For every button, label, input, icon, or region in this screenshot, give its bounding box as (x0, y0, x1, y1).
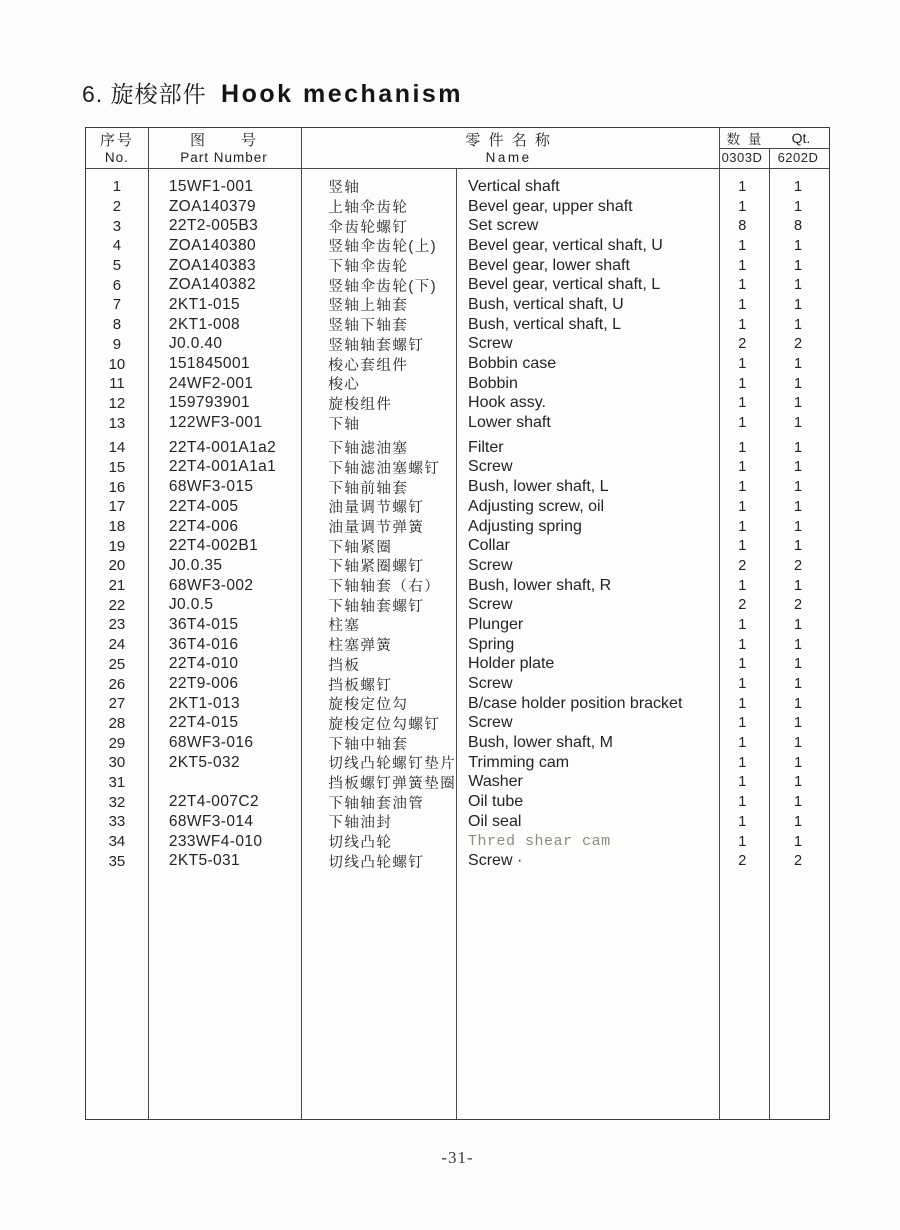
cell-name-english: Spring (468, 635, 515, 653)
cell-name-english: Bevel gear, lower shaft (468, 256, 630, 274)
cell-part-number: ZOA140380 (168, 236, 256, 254)
cell-name-chinese: 下轴轴套油管 (328, 795, 425, 812)
cell-part-number: 22T4-001A1a1 (168, 458, 277, 476)
cell-part-number: 68WF3-015 (168, 478, 254, 496)
header-name-cn: 零 件 名 称 (465, 131, 552, 149)
cell-qty-0303d: 1 (738, 813, 747, 830)
cell-row-number: 28 (108, 714, 126, 732)
cell-row-number: 31 (108, 773, 126, 791)
cell-name-chinese: 梭心套组件 (328, 357, 409, 374)
cell-qty-0303d: 1 (738, 754, 747, 771)
cell-qty-6202d: 1 (794, 715, 803, 732)
cell-qty-6202d: 8 (794, 218, 803, 235)
cell-name-english: Bevel gear, vertical shaft, L (468, 276, 661, 294)
cell-row-number: 22 (108, 596, 126, 614)
cell-qty-0303d: 1 (738, 735, 747, 752)
cell-name-chinese: 下轴滤油塞螺钉 (328, 460, 441, 477)
cell-name-english: Screw · (468, 852, 523, 870)
cell-part-number: 22T9-006 (168, 675, 239, 693)
cell-name-chinese: 下轴紧圈 (328, 539, 393, 556)
cell-row-number: 32 (108, 793, 126, 811)
cell-qty-6202d: 1 (794, 439, 803, 456)
cell-qty-6202d: 2 (794, 853, 803, 870)
cell-qty-0303d: 1 (738, 577, 747, 594)
cell-name-chinese: 旋梭组件 (328, 396, 393, 413)
cell-qty-6202d: 1 (794, 636, 803, 653)
cell-part-number: 15WF1-001 (168, 177, 254, 195)
cell-qty-0303d: 1 (738, 415, 747, 432)
cell-name-english: Screw (468, 556, 513, 574)
cell-name-chinese: 挡板螺钉 (328, 677, 393, 694)
cell-name-chinese: 下轴轴套（右） (328, 579, 441, 596)
table-row (86, 733, 829, 753)
table-row (86, 438, 829, 458)
cell-part-number: 2KT5-031 (168, 852, 241, 870)
table-row (86, 197, 829, 217)
cell-qty-6202d: 1 (794, 415, 803, 432)
cell-name-chinese: 切线凸轮螺钉 (328, 854, 425, 871)
cell-name-english: Thred shear cam (468, 833, 611, 851)
cell-name-english: Screw (468, 675, 513, 693)
cell-qty-0303d: 1 (738, 439, 747, 456)
header-no-en: No. (104, 149, 129, 165)
column-divider (719, 128, 720, 1119)
cell-qty-6202d: 1 (794, 813, 803, 830)
cell-qty-6202d: 1 (794, 316, 803, 333)
cell-name-english: Collar (468, 537, 510, 555)
header-qty-cn: 数 量 (726, 132, 764, 147)
cell-qty-0303d: 1 (738, 237, 747, 254)
table-row (86, 177, 829, 197)
cell-row-number: 10 (108, 355, 126, 373)
cell-qty-6202d: 1 (794, 774, 803, 791)
table-row (86, 753, 829, 773)
cell-part-number: 2KT1-008 (168, 315, 241, 333)
cell-name-english: Bobbin case (468, 355, 557, 373)
cell-row-number: 23 (108, 616, 126, 634)
cell-qty-6202d: 1 (794, 198, 803, 215)
cell-qty-6202d: 1 (794, 676, 803, 693)
cell-name-chinese: 切线凸轮 (328, 835, 393, 852)
cell-row-number: 9 (112, 335, 122, 353)
cell-row-number: 35 (108, 852, 126, 870)
cell-name-english: Bush, vertical shaft, U (468, 295, 624, 313)
cell-name-chinese: 上轴伞齿轮 (328, 200, 409, 217)
table-row (86, 694, 829, 714)
table-row (86, 832, 829, 852)
cell-qty-0303d: 1 (738, 518, 747, 535)
cell-name-english: Plunger (468, 615, 524, 633)
cell-qty-0303d: 1 (738, 356, 747, 373)
cell-qty-0303d: 1 (738, 375, 747, 392)
table-row (86, 851, 829, 871)
cell-name-chinese: 竖轴伞齿轮(上) (328, 239, 438, 256)
cell-row-number: 16 (108, 478, 126, 496)
cell-qty-0303d: 1 (738, 296, 747, 313)
cell-row-number: 20 (108, 557, 126, 575)
cell-row-number: 25 (108, 655, 126, 673)
cell-part-number: 22T4-005 (168, 497, 239, 515)
header-model-6202d: 6202D (777, 150, 819, 165)
table-body (86, 168, 829, 1119)
cell-part-number: 68WF3-016 (168, 734, 254, 752)
cell-qty-0303d: 1 (738, 538, 747, 555)
cell-name-chinese: 竖轴 (328, 180, 361, 197)
cell-qty-0303d: 1 (738, 395, 747, 412)
header-name (300, 128, 717, 168)
cell-qty-6202d: 1 (794, 616, 803, 633)
cell-qty-0303d: 1 (738, 636, 747, 653)
cell-qty-6202d: 1 (794, 656, 803, 673)
table-row (86, 236, 829, 256)
cell-part-number: 122WF3-001 (168, 414, 263, 432)
table-row (86, 275, 829, 295)
cell-row-number: 11 (109, 375, 125, 393)
cell-qty-6202d: 1 (794, 257, 803, 274)
cell-qty-0303d: 2 (738, 853, 747, 870)
header-name-en: Name (485, 149, 532, 165)
cell-qty-0303d: 8 (738, 218, 747, 235)
cell-name-chinese: 梭心 (328, 377, 361, 394)
cell-qty-6202d: 1 (794, 296, 803, 313)
cell-part-number: 151845001 (168, 355, 250, 373)
cell-part-number: 22T4-010 (168, 655, 239, 673)
cell-qty-6202d: 1 (794, 356, 803, 373)
cell-row-number: 15 (108, 458, 126, 476)
cell-qty-6202d: 1 (794, 518, 803, 535)
cell-name-chinese: 挡板螺钉弹簧垫圈 (328, 775, 457, 792)
column-divider (769, 148, 770, 1119)
cell-part-number: 68WF3-014 (168, 812, 254, 830)
cell-name-english: Screw (468, 458, 513, 476)
cell-name-chinese: 旋梭定位勾螺钉 (328, 716, 441, 733)
cell-qty-6202d: 1 (794, 237, 803, 254)
header-quantity-title (717, 128, 829, 148)
cell-part-number: 22T4-015 (168, 714, 239, 732)
cell-row-number: 13 (108, 414, 126, 432)
cell-row-number: 29 (108, 734, 126, 752)
cell-name-english: B/case holder position bracket (468, 694, 683, 712)
table-row (86, 315, 829, 335)
cell-part-number: 233WF4-010 (168, 832, 263, 850)
table-row (86, 517, 829, 537)
cell-row-number: 8 (112, 316, 122, 334)
quantity-header-divider (719, 148, 829, 149)
cell-qty-0303d: 1 (738, 833, 747, 850)
table-row (86, 497, 829, 517)
section-title-english: Hook mechanism (221, 80, 464, 108)
table-row (86, 335, 829, 355)
table-row (86, 256, 829, 276)
cell-name-chinese: 下轴滤油塞 (328, 441, 409, 458)
cell-name-english: Screw (468, 714, 513, 732)
cell-name-english: Hook assy. (468, 394, 546, 412)
cell-name-chinese: 下轴油封 (328, 815, 393, 832)
cell-name-chinese: 油量调节螺钉 (328, 500, 425, 517)
cell-qty-6202d: 1 (794, 695, 803, 712)
cell-name-english: Bevel gear, upper shaft (468, 197, 633, 215)
cell-qty-6202d: 1 (794, 735, 803, 752)
cell-name-chinese: 伞齿轮螺钉 (328, 219, 409, 236)
cell-row-number: 1 (112, 178, 122, 196)
header-quantity-models (717, 148, 829, 168)
cell-part-number: J0.0.35 (168, 556, 223, 574)
cell-qty-0303d: 1 (738, 178, 747, 195)
cell-qty-0303d: 1 (738, 198, 747, 215)
cell-name-english: Adjusting screw, oil (468, 497, 605, 515)
cell-row-number: 3 (112, 217, 122, 235)
cell-qty-6202d: 1 (794, 538, 803, 555)
table-row (86, 674, 829, 694)
table-row (86, 458, 829, 478)
cell-name-english: Screw (468, 335, 513, 353)
cell-name-english: Trimming cam (468, 753, 570, 771)
cell-part-number: 22T2-005B3 (168, 217, 259, 235)
cell-row-number: 17 (108, 498, 126, 516)
cell-name-chinese: 下轴紧圈螺钉 (328, 559, 425, 576)
cell-name-english: Bush, lower shaft, M (468, 734, 613, 752)
cell-row-number: 33 (108, 813, 126, 831)
cell-qty-6202d: 1 (794, 459, 803, 476)
cell-qty-0303d: 1 (738, 498, 747, 515)
cell-qty-6202d: 1 (794, 794, 803, 811)
cell-qty-0303d: 2 (738, 557, 747, 574)
cell-qty-6202d: 1 (794, 375, 803, 392)
table-row (86, 413, 829, 433)
cell-part-number: ZOA140382 (168, 276, 256, 294)
cell-qty-0303d: 1 (738, 656, 747, 673)
table-row (86, 394, 829, 414)
cell-name-chinese: 下轴伞齿轮 (328, 259, 409, 276)
table-row (86, 536, 829, 556)
header-part-number (148, 128, 301, 168)
cell-row-number: 27 (108, 695, 126, 713)
cell-row-number: 12 (108, 394, 126, 412)
cell-name-chinese: 下轴中轴套 (328, 736, 409, 753)
cell-name-english: Washer (468, 773, 523, 791)
cell-qty-6202d: 1 (794, 498, 803, 515)
cell-name-chinese: 下轴轴套螺钉 (328, 598, 425, 615)
cell-part-number: 22T4-002B1 (168, 537, 259, 555)
cell-row-number: 30 (108, 754, 126, 772)
header-model-0303d: 0303D (721, 150, 763, 165)
cell-qty-6202d: 2 (794, 336, 803, 353)
cell-name-chinese: 挡板 (328, 657, 361, 674)
cell-name-english: Vertical shaft (468, 177, 560, 195)
cell-row-number: 18 (108, 518, 126, 536)
header-no (86, 128, 148, 168)
table-row (86, 773, 829, 793)
cell-part-number: 159793901 (168, 394, 250, 412)
table-row (86, 556, 829, 576)
cell-name-chinese: 下轴前轴套 (328, 480, 409, 497)
cell-part-number: 68WF3-002 (168, 576, 254, 594)
cell-qty-0303d: 1 (738, 676, 747, 693)
cell-name-chinese: 竖轴轴套螺钉 (328, 337, 425, 354)
cell-name-english: Bush, vertical shaft, L (468, 315, 622, 333)
cell-part-number: 22T4-007C2 (168, 793, 259, 811)
cell-qty-0303d: 2 (738, 336, 747, 353)
column-divider (301, 128, 302, 1119)
cell-part-number: J0.0.40 (168, 335, 223, 353)
cell-row-number: 4 (112, 237, 122, 255)
table-row (86, 595, 829, 615)
section-title-chinese: 6. 旋梭部件 (82, 81, 207, 107)
cell-row-number: 26 (108, 675, 126, 693)
cell-qty-6202d: 1 (794, 754, 803, 771)
cell-qty-6202d: 1 (794, 479, 803, 496)
cell-name-english: Oil seal (468, 812, 522, 830)
page-title (82, 76, 463, 109)
header-qty-en: Qt. (791, 130, 811, 146)
header-bottom-border (86, 168, 829, 169)
table-row (86, 354, 829, 374)
cell-name-chinese: 旋梭定位勾 (328, 697, 409, 714)
cell-name-english: Bush, lower shaft, L (468, 478, 609, 496)
cell-qty-6202d: 1 (794, 395, 803, 412)
cell-part-number: 2KT1-015 (168, 295, 241, 313)
cell-part-number: 24WF2-001 (168, 374, 254, 392)
cell-qty-0303d: 1 (738, 774, 747, 791)
cell-qty-6202d: 2 (794, 557, 803, 574)
cell-name-chinese: 柱塞 (328, 618, 361, 635)
cell-row-number: 7 (112, 296, 122, 314)
cell-part-number: 36T4-016 (168, 635, 239, 653)
cell-qty-0303d: 2 (738, 597, 747, 614)
cell-part-number: 36T4-015 (168, 615, 239, 633)
cell-name-chinese: 竖轴伞齿轮(下) (328, 278, 438, 295)
page-number: -31- (441, 1148, 474, 1167)
table-row (86, 615, 829, 635)
cell-name-english: Set screw (468, 217, 539, 235)
cell-name-english: Oil tube (468, 793, 524, 811)
cell-name-chinese: 下轴 (328, 416, 361, 433)
table-row (86, 812, 829, 832)
cell-qty-0303d: 1 (738, 695, 747, 712)
cell-qty-6202d: 1 (794, 277, 803, 294)
cell-name-english: Bevel gear, vertical shaft, U (468, 236, 663, 254)
cell-name-chinese: 油量调节弹簧 (328, 520, 425, 537)
column-divider (148, 128, 149, 1119)
cell-qty-6202d: 1 (794, 577, 803, 594)
cell-qty-0303d: 1 (738, 616, 747, 633)
table-row (86, 216, 829, 236)
cell-qty-6202d: 2 (794, 597, 803, 614)
cell-row-number: 6 (112, 276, 122, 294)
cell-qty-0303d: 1 (738, 459, 747, 476)
table-row (86, 576, 829, 596)
cell-qty-0303d: 1 (738, 715, 747, 732)
cell-part-number: J0.0.5 (168, 596, 214, 614)
cell-name-english: Bush, lower shaft, R (468, 576, 612, 594)
cell-row-number: 19 (108, 537, 126, 555)
cell-name-english: Lower shaft (468, 414, 551, 432)
cell-name-english: Holder plate (468, 655, 555, 673)
cell-qty-0303d: 1 (738, 257, 747, 274)
cell-row-number: 14 (108, 439, 126, 457)
table-row (86, 635, 829, 655)
cell-row-number: 5 (112, 257, 122, 275)
cell-qty-6202d: 1 (794, 833, 803, 850)
cell-name-english: Bobbin (468, 374, 518, 392)
parts-table (85, 127, 830, 1120)
cell-name-chinese: 竖轴上轴套 (328, 298, 409, 315)
cell-name-english: Adjusting spring (468, 517, 582, 535)
cell-qty-0303d: 1 (738, 479, 747, 496)
cell-row-number: 21 (108, 577, 126, 595)
cell-qty-6202d: 1 (794, 178, 803, 195)
cell-row-number: 34 (108, 833, 126, 851)
table-row (86, 655, 829, 675)
cell-part-number: 22T4-001A1a2 (168, 438, 277, 456)
cell-qty-0303d: 1 (738, 316, 747, 333)
cell-name-chinese: 柱塞弹簧 (328, 638, 393, 655)
cell-part-number: ZOA140383 (168, 256, 256, 274)
cell-name-chinese: 切线凸轮螺钉垫片 (328, 756, 457, 773)
header-no-cn: 序号 (99, 131, 134, 149)
table-row (86, 295, 829, 315)
table-row (86, 374, 829, 394)
cell-row-number: 24 (108, 636, 126, 654)
cell-qty-0303d: 1 (738, 277, 747, 294)
cell-part-number: 22T4-006 (168, 517, 239, 535)
cell-qty-0303d: 1 (738, 794, 747, 811)
cell-part-number: 2KT1-013 (168, 694, 241, 712)
header-part-en: Part Number (180, 149, 268, 165)
table-header (86, 128, 829, 168)
column-divider (456, 168, 457, 1119)
cell-name-english: Filter (468, 438, 504, 456)
table-row (86, 714, 829, 734)
table-row (86, 477, 829, 497)
cell-row-number: 2 (112, 198, 122, 216)
cell-part-number: 2KT5-032 (168, 753, 241, 771)
cell-name-chinese: 竖轴下轴套 (328, 318, 409, 335)
cell-name-english: Screw (468, 596, 513, 614)
header-part-cn: 图 号 (190, 131, 259, 149)
cell-part-number: ZOA140379 (168, 197, 256, 215)
table-row (86, 792, 829, 812)
